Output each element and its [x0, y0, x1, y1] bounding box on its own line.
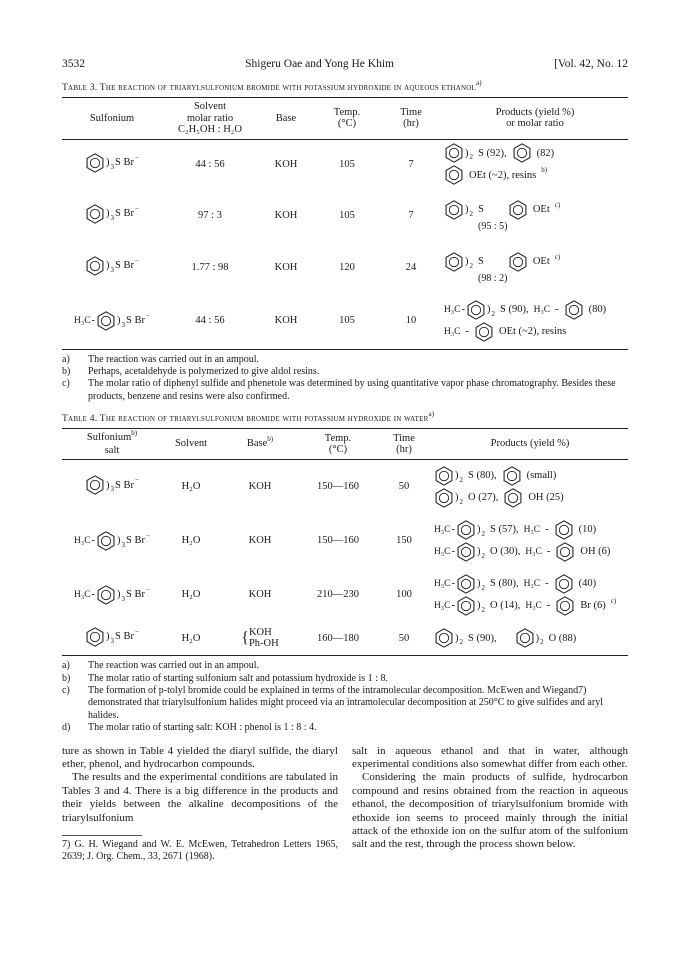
cell-time: 150: [396, 535, 412, 547]
cell-time: 7: [408, 158, 414, 170]
cell-temp: 120: [339, 261, 355, 273]
table-row: [62, 568, 628, 622]
running-header: [62, 58, 628, 74]
cell-temp: 150—160: [317, 535, 359, 547]
cell-temp: 210—230: [317, 589, 359, 601]
salt-structure: ) 3 S Br −: [62, 460, 162, 514]
cell-time: 10: [380, 293, 442, 349]
cell-base: {KOH Ph-OH: [220, 622, 300, 656]
table-row: [62, 189, 628, 241]
cell-ratio: 44 : 56: [162, 293, 258, 349]
table3-footnotes: [62, 354, 628, 404]
sulfonium-structure: ) 3 S Br −: [62, 189, 162, 241]
cell-solvent: H₂O: [162, 622, 220, 656]
sulfonium-structure: ) 3 S Br −: [62, 241, 162, 293]
footnote: b) The molar ratio of starting sulfonium salt and potassium hydroxide is 1 : 8.: [62, 672, 388, 684]
table3-caption: Table 3. The reaction of triarylsulfonium bromide with potassium hydroxide in aqueous ethanol$^{a)}$: [62, 79, 482, 93]
th-products: Products (yield %) or molar ratio: [442, 98, 628, 140]
benzene-icon: [85, 475, 105, 495]
benzene-icon: [555, 542, 575, 562]
cell-temp: 105: [339, 209, 355, 221]
benzene-icon: [96, 531, 116, 551]
benzene-icon: [554, 520, 574, 540]
benzene-icon: [456, 520, 476, 540]
paragraph: ture as shown in Table 4 yielded the diaryl sulfide, the diaryl ether, phenol, and hydrocarbon compounds.: [62, 744, 338, 770]
benzene-icon: [554, 574, 574, 594]
cell-temp: 105: [339, 158, 355, 170]
cell-base: KOH: [258, 293, 314, 349]
page-number: 3532: [62, 58, 85, 70]
benzene-icon: [434, 466, 454, 486]
benzene-icon: [466, 300, 486, 320]
benzene-icon: [85, 153, 105, 173]
th-salt: Sulfonium$^{b)}$ salt: [62, 429, 162, 460]
benzene-icon: [508, 200, 528, 220]
benzene-icon: [508, 252, 528, 272]
benzene-icon: [444, 200, 464, 220]
footnote: a) The reaction was carried out in an ampoul.: [62, 660, 260, 672]
benzene-icon: [444, 143, 464, 163]
benzene-icon: [555, 596, 575, 616]
header-authors: Shigeru Oae and Yong He Khim: [245, 58, 394, 70]
th-solvent: Solvent: [162, 429, 220, 460]
table3: [62, 97, 628, 350]
salt-structure: H₃C - ) 3 S Br −: [74, 585, 150, 603]
cell-products: ) 2 S (90), ) 2 O (88): [432, 622, 628, 656]
benzene-icon: [456, 596, 476, 616]
right-column: [352, 745, 628, 864]
th-solvent: Solvent molar ratio C₂H₅OH : H₂O: [162, 98, 258, 140]
cell-time: 50: [376, 622, 432, 656]
benzene-icon: [434, 488, 454, 508]
cell-ratio: 44 : 56: [195, 158, 225, 170]
benzene-icon: [512, 143, 532, 163]
benzene-icon: [434, 628, 454, 648]
salt-structure: ) 3 S Br −: [62, 622, 162, 656]
cell-products: H₃C - ) 2 S (80), H₃C - (40) H₃C - ) 2 O (14), H₃C - Br (6) c): [432, 568, 628, 622]
benzene-icon: [503, 488, 523, 508]
salt-structure: H₃C - ) 3 S Br −: [74, 531, 150, 549]
cell-ratio: 1.77 : 98: [191, 261, 229, 273]
cell-base: KOH: [248, 481, 272, 493]
benzene-icon: [474, 322, 494, 342]
table-row: [62, 139, 628, 189]
page: [62, 58, 628, 864]
benzene-icon: [96, 311, 116, 331]
cell-products: ) 2 S (80), (small) ) 2 O (27), OH (25): [432, 460, 628, 514]
cell-solvent: H₂O: [181, 589, 201, 601]
th-time: Time (hr): [376, 429, 432, 460]
th-sulfonium: Sulfonium: [62, 98, 162, 140]
cell-solvent: H₂O: [181, 481, 201, 493]
table-row: [62, 293, 628, 349]
th-base: Base$^{b)}$: [220, 429, 300, 460]
body-columns: [62, 745, 628, 864]
paragraph: Considering the main products of sulfide, hydrocarbon compound and resins obtained from the reaction in aqueous ethanol, the decomposition of triarylsulfonium bromide with ethoxide ion seems to proceed mainly through the initial attack of the ethoxide ion on the sulfur atom of the sulfonium salt and the rest, through the process shown below.: [352, 771, 628, 851]
footnote: c) The molar ratio of diphenyl sulfide and phenetole was determined by using quantitative vapor phase chromatography. Besides these products, benzene and resins were also confirmed.: [62, 378, 616, 402]
paragraph: salt in aqueous ethanol and that in water, although experimental conditions also somewhat differ from each other.: [352, 744, 628, 770]
cell-products: ) 2 S OEt c) (95 : 5): [442, 189, 628, 241]
cell-time: 7: [408, 209, 414, 221]
cell-ratio: 97 : 3: [198, 209, 222, 221]
table4-caption: Table 4. The reaction of triarylsulfonium bromide with potassium hydroxide in water$^{a)}$: [62, 410, 435, 425]
cell-time: 100: [396, 589, 412, 601]
table4: [62, 428, 628, 656]
footnote: c) The formation of p-tolyl bromide could be explained in terms of the intramolecular decomposition. McEwen and Wiegand7) demonstrated that triarylsulfonium halides might proceed via an intramolecular decomposition at 250°C to give sulfides and aryl halides.: [62, 684, 603, 721]
benzene-icon: [456, 574, 476, 594]
benzene-icon: [444, 165, 464, 185]
th-temp: Temp. (°C): [314, 98, 380, 140]
left-column: [62, 745, 338, 864]
cell-time: 24: [405, 261, 417, 273]
table-row: [62, 514, 628, 568]
cell-base: KOH: [248, 589, 272, 601]
cell-products: ) 2 S OEt c) (98 : 2): [442, 241, 628, 293]
cell-temp: 150—160: [317, 481, 359, 493]
cell-products: H₃C - ) 2 S (90), H₃C - (80) H₃C - OEt (~2), resins: [442, 293, 628, 349]
reference-footnote: 7) G. H. Wiegand and W. E. McEwen, Tetrahedron Letters 1965, 2639; J. Org. Chem., 33, 2671 (1968).: [62, 839, 338, 863]
benzene-icon: [444, 252, 464, 272]
benzene-icon: [85, 627, 105, 647]
benzene-icon: [85, 256, 105, 276]
footnote: a) The reaction was carried out in an ampoul.: [62, 353, 260, 365]
footnote: d) The molar ratio of starting salt: KOH : phenol is 1 : 8 : 4.: [62, 722, 317, 734]
cell-temp: 105: [314, 293, 380, 349]
th-time: Time (hr): [380, 98, 442, 140]
cell-base: KOH: [248, 535, 272, 547]
cell-solvent: H₂O: [181, 535, 201, 547]
th-temp: Temp. (°C): [300, 429, 376, 460]
benzene-icon: [96, 585, 116, 605]
benzene-icon: [515, 628, 535, 648]
cell-base: KOH: [274, 158, 298, 170]
sulfonium-structure: H₃C - ) 3 S Br −: [62, 293, 162, 349]
th-products: Products (yield %): [432, 429, 628, 460]
benzene-icon: [85, 204, 105, 224]
cell-time: 50: [398, 481, 410, 493]
cell-products: ) 2 S (92), (82) OEt (~2), resins b): [442, 139, 628, 189]
benzene-icon: [502, 466, 522, 486]
sulfonium-structure: ) 3 S Br −: [62, 139, 162, 189]
footnote: b) Perhaps, acetaldehyde is polymerized to give aldol resins.: [62, 365, 320, 377]
table-row: [62, 622, 628, 656]
cell-products: H₃C - ) 2 S (57), H₃C - (10) H₃C - ) 2 O (30), H₃C - OH (6): [432, 514, 628, 568]
benzene-icon: [456, 542, 476, 562]
table-row: [62, 460, 628, 514]
th-base: Base: [258, 98, 314, 140]
table4-footnotes: [62, 660, 628, 734]
table-row: [62, 241, 628, 293]
paragraph: The results and the experimental conditions are tabulated in Tables 3 and 4. There is a big difference in the products and their yields between the alkaline decompositions of the triarylsulfonium: [62, 771, 338, 824]
cell-temp: 160—180: [300, 622, 376, 656]
cell-base: KOH: [274, 209, 298, 221]
cell-base: KOH: [274, 261, 298, 273]
header-volume: [Vol. 42, No. 12: [554, 58, 628, 70]
benzene-icon: [564, 300, 584, 320]
